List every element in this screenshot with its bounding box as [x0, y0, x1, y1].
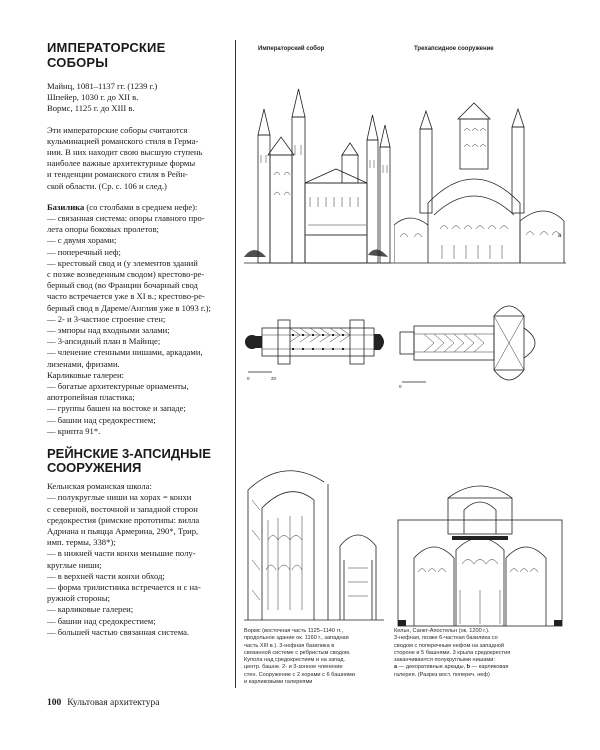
- scale-label-0: 0: [247, 376, 250, 381]
- text-line: — поперечный неф;: [47, 246, 121, 257]
- caption-bold: b: [466, 664, 471, 671]
- caption-line: продольное здание ок. 1160 г., западная: [244, 635, 349, 642]
- dates-block: [47, 81, 227, 115]
- column-divider: [235, 40, 236, 688]
- text-line: — форма трилистника встречается и с на-: [47, 581, 201, 592]
- text-line: лизенами, фризами.: [47, 358, 120, 369]
- text-line: Кельнская романская школа:: [47, 481, 152, 492]
- caption-line: связанной системе с ребристым сводом.: [244, 649, 351, 656]
- text-line: ской области. (Ср. с. 106 и след.): [47, 180, 167, 191]
- text-line: — связанная система: опоры главного про-: [47, 213, 205, 224]
- worms-cathedral-drawing: [244, 85, 394, 270]
- caption-line: стороне и 5 башнями. 3 крыла средокрестия: [394, 649, 511, 656]
- text-line: лета опоры боковых пролетов;: [47, 224, 159, 235]
- caption-line: 3-нефная, позже 6-частная базилика со: [394, 635, 498, 642]
- text-line: берный свод в Дареме/Англия уже в 1093 г.);: [47, 302, 211, 313]
- basilica-heading: Базилика: [47, 201, 85, 212]
- text-line: с северной, восточной и западной сторон: [47, 503, 198, 514]
- plan-letter-a: a: [558, 233, 562, 239]
- date-line: Майнц, 1081–1137 гг. (1239 г.): [47, 81, 158, 91]
- page-footer: [47, 698, 159, 708]
- text-line: часто встречается уже в XI в.; крестово-ре-: [47, 291, 205, 302]
- triconch-cathedral-drawing: [394, 85, 566, 270]
- caption-line: сводом с поперечным нефом на западной: [394, 642, 505, 649]
- caption-line: Кельн, Санкт-Апостельн (ок. 1200 г.).: [394, 628, 490, 634]
- worms-interior-drawing: [244, 460, 384, 625]
- caption-bold: а: [394, 664, 398, 671]
- cologne-school-block: [47, 481, 227, 638]
- text-line: — башни над средокрестием;: [47, 615, 156, 626]
- text-line: — карликовые галереи;: [47, 604, 134, 615]
- text-line: имп. термы, 338*);: [47, 537, 116, 548]
- basilica-heading-rest: (со столбами в среднем нефе):: [84, 201, 198, 212]
- text-line: берный свод (во Франции бочарный свод: [47, 280, 198, 291]
- title-line: РЕЙНСКИЕ 3-АПСИДНЫЕ: [47, 446, 211, 462]
- caption-text: — карликовая: [470, 664, 509, 671]
- text-line: — крестовый свод и (у элементов зданий: [47, 257, 198, 268]
- triconch-section-drawing: [394, 480, 566, 630]
- text-line: ружной стороны;: [47, 593, 111, 604]
- text-line: наиболее важные архитектурные формы: [47, 158, 196, 169]
- caption-cologne: [394, 628, 566, 679]
- text-line: круглые ниши;: [47, 559, 102, 570]
- text-line: — богатые архитектурные орнаменты,: [47, 381, 189, 392]
- basilica-block: [47, 202, 227, 437]
- worms-cathedral-plan: [244, 310, 394, 380]
- title-line: СООРУЖЕНИЯ: [47, 460, 142, 476]
- text-line: — в верхней части конхи обход;: [47, 570, 165, 581]
- text-line: — крипта 91*.: [47, 425, 101, 436]
- page-number: 100: [47, 698, 62, 708]
- text-line: — эмпоры над входными залами;: [47, 325, 170, 336]
- text-line: — членение стенными нишами, аркадами,: [47, 347, 203, 358]
- text-line: — башни над средокрестием;: [47, 414, 156, 425]
- text-line: с позже возведенным сводом) крестово-ре-: [47, 269, 205, 280]
- text-line: — с двумя хорами;: [47, 235, 117, 246]
- caption-line: часть XIII в.). 3-нефная базилика в: [244, 642, 335, 649]
- triconch-plan: [394, 298, 566, 388]
- caption-line: [394, 664, 566, 671]
- caption-line: галерея. (Разрез вост. попереч. неф): [394, 671, 490, 678]
- scale-label-0-right: 0: [399, 384, 402, 389]
- text-line: — большей частью связанная система.: [47, 626, 190, 637]
- illustrations-column: [244, 40, 566, 690]
- text-line: — группы башен на востоке и западе;: [47, 403, 186, 414]
- date-line: Шпейер, 1030 г. до XII в.: [47, 92, 139, 103]
- text-line: Эти императорские соборы считаются: [47, 124, 188, 135]
- scale-label-20: 20: [271, 376, 277, 381]
- figure-label-imperial: Императорский собор: [258, 46, 325, 52]
- text-line: Адриана и пьяцца Армерина, 290*, Трир,: [47, 525, 199, 536]
- text-line: Карликовые галереи:: [47, 369, 124, 380]
- text-line: — в нижней части конхи меньшие полу-: [47, 548, 196, 559]
- intro-paragraph: [47, 125, 227, 192]
- caption-line: центр. башне. 2- и 3-зонное членение: [244, 664, 343, 671]
- section-title-rhine-triconch: [47, 447, 227, 475]
- caption-line: Вормс (восточная часть 1125–1140 гг.,: [244, 628, 344, 634]
- text-line: — 2- и 3-частное строение стен;: [47, 313, 166, 324]
- figure-label-triconch: Трехапсидное сооружение: [414, 46, 494, 52]
- text-line: кульминацией романского стиля в Герма-: [47, 135, 199, 146]
- section-title-imperial-cathedrals: ИМПЕРАТОРСКИЕ СОБОРЫ: [47, 40, 166, 70]
- text-line: — 3-апсидный план в Майнце;: [47, 336, 161, 347]
- text-line: — полукруглые ниши на хорах = конхи: [47, 492, 192, 503]
- caption-line: Купола над средокрестием и на запад.: [244, 657, 346, 664]
- text-line: и тенденции романского стиля в Рейн-: [47, 169, 188, 180]
- text-line: нии. В них находит свою высшую ступень: [47, 147, 203, 158]
- text-line: средокрестия (римские прототипы: вилла: [47, 514, 200, 525]
- caption-worms: [244, 628, 394, 686]
- caption-text: — декоративные аркады,: [397, 664, 467, 671]
- basilica-heading-line: [47, 202, 227, 213]
- caption-line: заканчиваются полукруглыми нишами:: [394, 657, 495, 664]
- running-footer-title: Культовая архитектура: [67, 698, 160, 708]
- text-line: апотропейная пластика;: [47, 392, 135, 403]
- text-column: [47, 40, 227, 638]
- caption-line: стен. Сооружение с 2 хорами с 6 башнями: [244, 671, 355, 678]
- caption-line: и карликовыми галереями: [244, 679, 313, 686]
- date-line: Вормс, 1125 г. до XIII в.: [47, 103, 135, 114]
